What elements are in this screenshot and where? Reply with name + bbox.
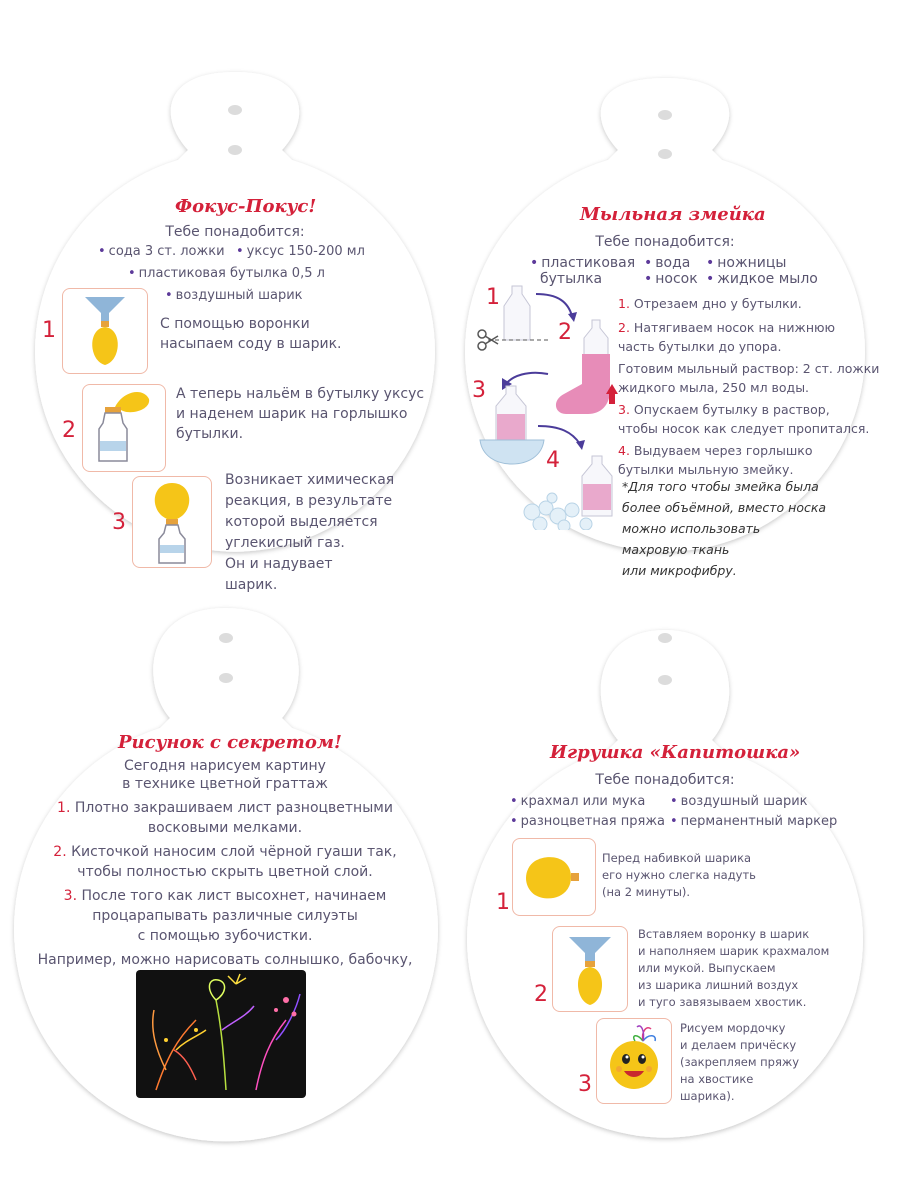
bottle-balloon-icon <box>83 385 165 471</box>
item: • разноцветная пряжа <box>510 812 665 831</box>
item: • ножницы <box>706 254 786 273</box>
card-mylnaya-zmeyka <box>450 0 900 600</box>
need-label: Тебе понадобится: <box>595 234 735 250</box>
item: • крахмал или мука <box>510 792 645 811</box>
step-number: 4 <box>546 448 560 473</box>
card-title: Игрушка «Капитошка» <box>550 742 801 763</box>
need-label: Тебе понадобится: <box>165 224 305 240</box>
card-title: Рисунок с секретом! <box>118 732 342 753</box>
step-text: Рисуем мордочку и делаем причёску (закрепляем пряжу на хвостике шарика). <box>680 1021 800 1103</box>
inflated-balloon-bottle-icon <box>133 477 211 567</box>
step-image-frame <box>596 1018 672 1104</box>
steps-list: 1. Отрезаем дно у бутылки. 2. Натягиваем носок на нижнюю часть бутылки до упора. Готовим мыльный раствор: 2 ст. ложки жидкого мыла, 250 мл воды. 3. Опускаем бутылку в раствор, чтобы носок как следует пропитался. 4. Выдуваем через горлышко бутылки мыльную змейку. <box>618 296 880 477</box>
hole <box>658 149 672 159</box>
item: • пластиковая <box>530 254 635 273</box>
subtitle: Сегодня нарисуем картину <box>124 758 326 774</box>
card-title: Мыльная змейка <box>580 204 766 225</box>
step-number: 2 <box>62 418 76 443</box>
item: • жидкое мыло <box>706 270 818 289</box>
step-number: 1 <box>42 318 56 343</box>
step-text: Возникает химическая реакция, в результате которой выделяется углекислый газ. Он и надувает шарик. <box>225 472 395 593</box>
item: бутылка <box>540 271 603 287</box>
item: • перманентный маркер <box>670 812 837 831</box>
step-text: С помощью воронки насыпаем соду в шарик. <box>160 316 342 352</box>
step-text: Вставляем воронку в шарик и наполняем шарик крахмалом или мукой. Выпускаем из шарика лишний воздух и туго завязываем хвостик. <box>638 927 830 1009</box>
hole <box>228 145 242 155</box>
item: • сода 3 ст. ложки <box>98 242 225 261</box>
step-text: А теперь нальём в бутылку уксус и наденем шарик на горлышко бутылки. <box>176 386 425 442</box>
step-number: 3 <box>112 510 126 535</box>
item: • воздушный шарик <box>670 792 808 811</box>
card-igrushka-kapitoshka <box>450 600 900 1200</box>
item: • воздушный шарик <box>165 286 303 305</box>
step-number: 1 <box>486 285 500 310</box>
step-number: 2 <box>558 320 572 345</box>
step-text: Перед набивкой шарика его нужно слегка надуть (на 2 минуты). <box>602 851 756 899</box>
item: • уксус 150-200 мл <box>236 242 365 261</box>
step-number: 3 <box>578 1072 592 1097</box>
scratch-art-picture <box>136 970 306 1098</box>
footnote: *Для того чтобы змейка была более объёмной, вместо носка можно использовать махровую ткань или микрофибру. <box>622 479 827 578</box>
balloon-icon <box>513 839 595 915</box>
item: • пластиковая бутылка 0,5 л <box>128 264 325 283</box>
step-image-frame <box>82 384 166 472</box>
step-image-frame <box>552 926 628 1012</box>
funnel-balloon-icon <box>63 289 147 373</box>
hole <box>228 105 242 115</box>
hole <box>658 633 672 643</box>
steps-list: 1. Плотно закрашиваем лист разноцветными восковыми мелками. 2. Кисточкой наносим слой чёрной гуаши так, чтобы полностью скрыть цветной слой. 3. После того как лист высохнет, начинаем процарапывать различные силуэты с помощью зубочистки. Например, можно нарисовать солнышко, бабочку, <box>37 800 413 968</box>
item: • вода <box>644 254 690 273</box>
hole <box>658 110 672 120</box>
step-number: 1 <box>496 890 510 915</box>
snake-process-illustration <box>468 280 628 530</box>
step-image-frame <box>512 838 596 916</box>
kapitoshka-face-icon <box>597 1019 671 1103</box>
step-image-frame <box>132 476 212 568</box>
step-number: 3 <box>472 378 486 403</box>
item: • носок <box>644 270 698 289</box>
yarn-hair-icon <box>634 1026 656 1041</box>
card-fokus-pokus <box>0 0 450 600</box>
step-number: 2 <box>534 982 548 1007</box>
subtitle: в технике цветной граттаж <box>122 776 328 792</box>
step-image-frame <box>62 288 148 374</box>
card-title: Фокус-Покус! <box>175 196 317 217</box>
hole <box>658 675 672 685</box>
funnel-balloon-icon <box>553 927 627 1011</box>
hole <box>219 673 233 683</box>
hole <box>219 633 233 643</box>
need-label: Тебе понадобится: <box>595 772 735 788</box>
card-risunok-s-sekretom <box>0 600 450 1200</box>
